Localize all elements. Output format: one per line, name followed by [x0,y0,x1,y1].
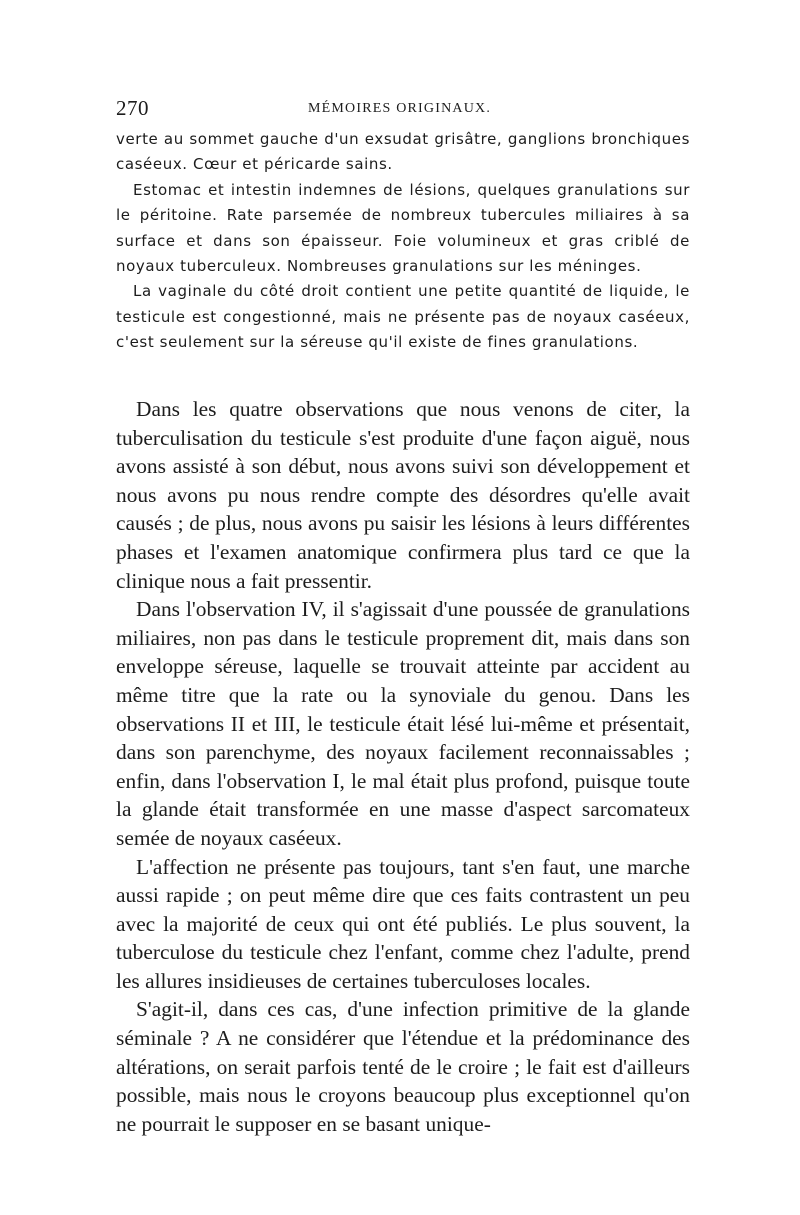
main-text [116,395,690,1138]
page-header [116,96,691,122]
note-paragraph-2: Estomac et intestin indemnes de lésions, quelques granulations sur le péritoine. Rate parsemée de nombreux tubercules miliaires à sa surface et dans son épaisseur. Foie volumineux et gras criblé de noyaux tuberculeux. Nombreuses granulations sur les méninges. [116,180,690,276]
page-number: 270 [116,96,149,120]
main-paragraph-2: Dans l'observation IV, il s'agissait d'une poussée de granulations miliaires, non pas dans le testicule proprement dit, mais dans son enveloppe séreuse, laquelle se trouvait atteinte par accident au même titre que la rate ou la synoviale du genou. Dans les observations II et III, le testicule était lésé lui-même et présentait, dans son parenchyme, des noyaux facilement reconnaissables ; enfin, dans l'observation I, le mal était plus profond, puisque toute la glande était transformée en une masse d'aspect sarcomateux semée de noyaux caséeux. [116,597,690,850]
observation-note [116,127,690,356]
running-title: MÉMOIRES ORIGINAUX. [308,101,492,116]
main-paragraph-4: S'agit-il, dans ces cas, d'une infection primitive de la glande séminale ? A ne considérer que l'étendue et la prédominance des altérations, on serait parfois tenté de le croire ; le fait est d'ailleurs possible, mais nous le croyons beaucoup plus exceptionnel qu'on ne pourrait le supposer en se basant unique- [116,997,690,1136]
main-paragraph-3: L'affection ne présente pas toujours, tant s'en faut, une marche aussi rapide ; on peut même dire que ces faits contrastent un peu avec la majorité de ceux qui ont été publiés. Le plus souvent, la tuberculose du testicule chez l'enfant, comme chez l'adulte, prend les allures insidieuses de certaines tuberculoses locales. [116,854,690,993]
note-paragraph-1: verte au sommet gauche d'un exsudat grisâtre, ganglions bronchiques caséeux. Cœur et péricarde sains. [116,130,690,174]
note-paragraph-3: La vaginale du côté droit contient une petite quantité de liquide, le testicule est congestionné, mais ne présente pas de noyaux caséeux, c'est seulement sur la séreuse qu'il existe de fines granulations. [116,282,690,352]
main-paragraph-1: Dans les quatre observations que nous venons de citer, la tuberculisation du testicule s'est produite d'une façon aiguë, nous avons assisté à son début, nous avons suivi son développement et nous avons pu nous rendre compte des désordres qu'elle avait causés ; de plus, nous avons pu saisir les lésions à leurs différentes phases et l'examen anatomique confirmera plus tard ce que la clinique nous a fait pressentir. [116,397,690,593]
